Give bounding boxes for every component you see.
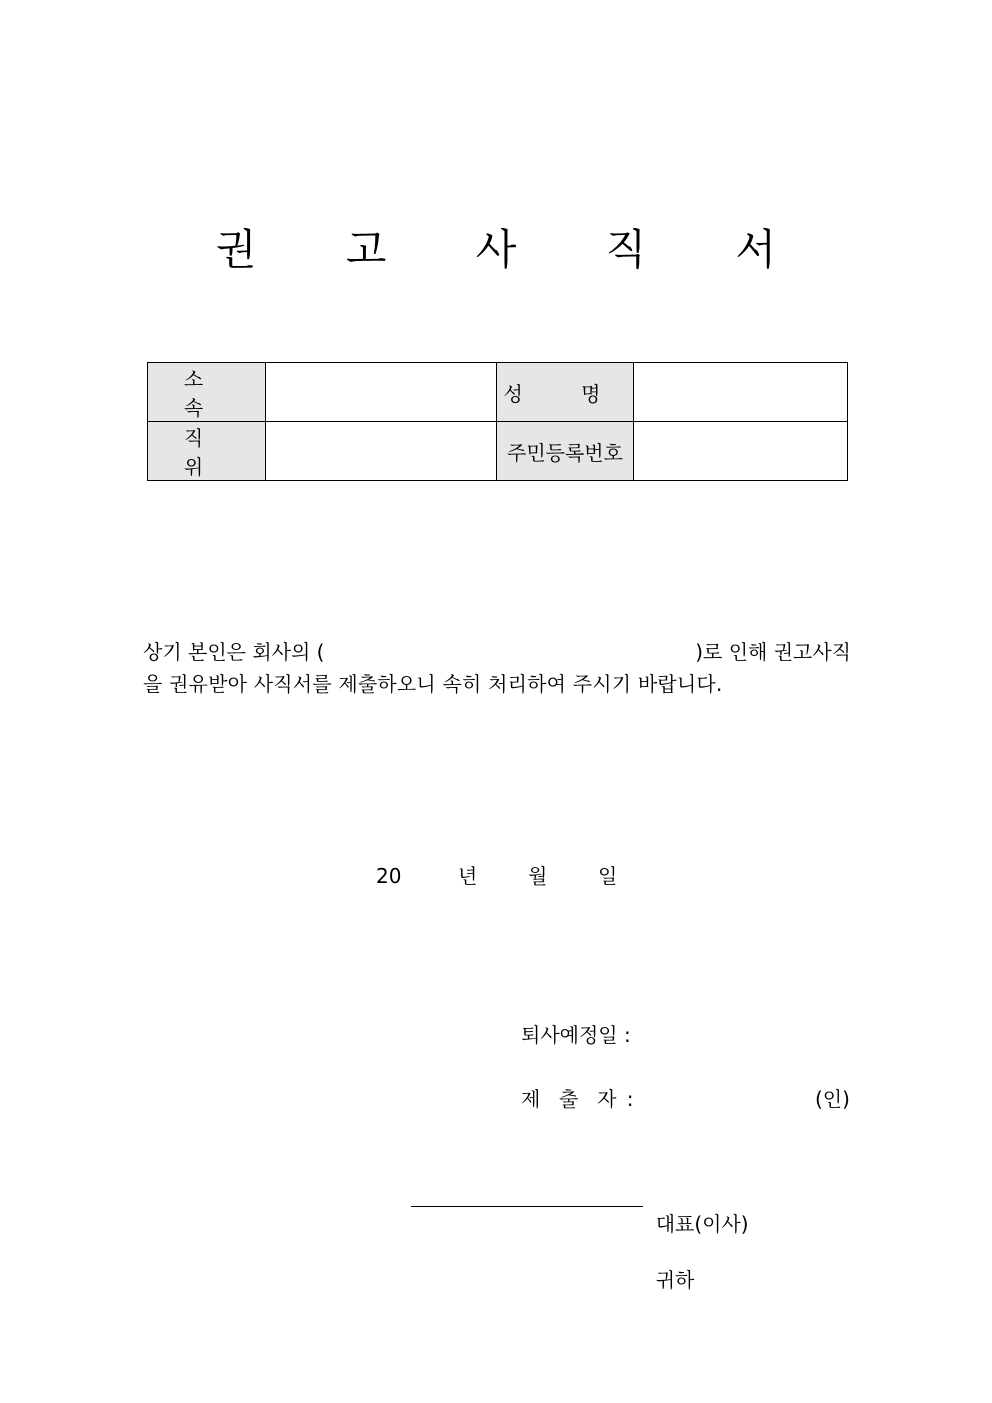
- name-label: 성 명: [503, 381, 627, 406]
- body-line-1-left: 상기 본인은 회사의 (: [143, 640, 325, 664]
- submitter-label: 제 출 자 :: [521, 1087, 636, 1111]
- resident-id-label: 주민등록번호: [507, 440, 623, 465]
- year-label: 년: [458, 864, 478, 888]
- addressee-title: 대표(이사): [655, 1212, 749, 1236]
- addressee-name-line: [411, 1206, 643, 1207]
- position-value-field[interactable]: [266, 422, 497, 481]
- name-value-field[interactable]: [634, 363, 848, 422]
- body-line-1-right: )로 인해 권고사직: [695, 640, 851, 664]
- dept-label-cell: [148, 363, 266, 422]
- year-prefix: 20: [376, 864, 402, 888]
- table-row: [148, 363, 848, 422]
- position-label-cell: [148, 422, 266, 481]
- seal-label: (인): [815, 1087, 850, 1111]
- resident-id-label-cell: [497, 422, 634, 481]
- employee-info-table: [147, 362, 848, 481]
- month-label: 월: [528, 864, 548, 888]
- resident-id-value-field[interactable]: [634, 422, 848, 481]
- dept-value-field[interactable]: [266, 363, 497, 422]
- table-row: [148, 422, 848, 481]
- addressee-honorific: 귀하: [655, 1268, 695, 1292]
- body-line-1: [143, 636, 851, 668]
- addressee: [643, 1182, 749, 1294]
- body-line-2: 을 권유받아 사직서를 제출하오니 속히 처리하여 주시기 바랍니다.: [143, 672, 723, 696]
- position-label: 직 위: [183, 426, 230, 479]
- name-label-cell: [497, 363, 634, 422]
- dept-label: 소 속: [183, 367, 230, 420]
- retire-date-label: 퇴사예정일 :: [521, 1023, 631, 1047]
- document-title: 권 고 사 직 서: [215, 225, 815, 274]
- day-label: 일: [598, 864, 618, 888]
